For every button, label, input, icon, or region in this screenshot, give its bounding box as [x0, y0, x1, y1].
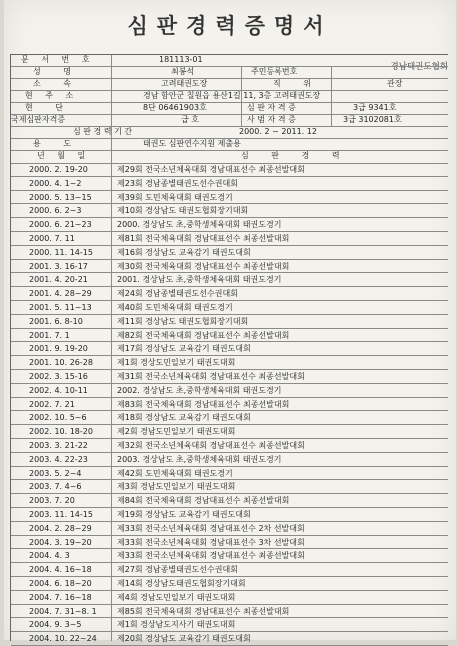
career-date: 2001. 4. 20-21 — [29, 275, 88, 285]
career-date: 2004. 9. 3~5 — [29, 620, 82, 630]
career-description: 제85회 전국체육대회 경남대표선수 최종선발대회 — [117, 606, 290, 616]
career-description: 제31회 전국소년체육대회 경남대표선수 최종선발대회 — [117, 372, 305, 381]
use-label: 용 도 — [33, 139, 81, 148]
career-row — [11, 577, 448, 591]
career-date: 2002. 10. 5~6 — [29, 413, 87, 423]
career-row — [11, 232, 448, 246]
career-row — [11, 480, 448, 494]
career-date: 2004. 10. 22~24 — [29, 634, 97, 644]
row-intl — [11, 115, 448, 127]
period-label: 심 판 경 력 기 간 — [73, 127, 133, 136]
career-row — [11, 411, 448, 425]
career-date: 2003. 3. 21-22 — [29, 441, 88, 450]
career-date: 2004. 4. 3 — [29, 551, 70, 561]
intl-suffix: 급 호 — [181, 115, 199, 124]
row-affiliation — [11, 79, 448, 91]
career-date: 2004. 7. 16~18 — [29, 592, 92, 602]
career-description: 제82회 전국체육대회 경남대표선수 최종선발대회 — [117, 330, 290, 340]
career-date: 2001. 3. 16-17 — [29, 261, 88, 271]
affiliation-label: 소 속 — [33, 79, 81, 88]
career-date: 2000. 7. 11 — [29, 234, 75, 243]
career-date: 2000. 6. 2~3 — [29, 206, 82, 216]
career-date: 2001. 4. 28~29 — [29, 289, 92, 299]
career-row — [11, 329, 448, 343]
row-address — [11, 91, 448, 103]
career-date: 2003. 7. 4~6 — [29, 482, 82, 492]
career-row — [11, 591, 448, 605]
career-date: 2000. 6. 21~23 — [29, 220, 92, 230]
row-period — [11, 127, 448, 139]
career-description: 2002. 경상남도 초,중학생체육대회 태권도경기 — [117, 385, 282, 395]
career-row — [11, 425, 448, 439]
career-row — [11, 632, 448, 646]
career-description: 제83회 전국체육대회 경남대표선수 최종선발대회 — [117, 399, 290, 409]
career-description: 제2회 경남도민일보기 태권도대회 — [117, 427, 236, 437]
career-row — [11, 356, 448, 370]
career-row — [11, 618, 448, 632]
career-row — [11, 494, 448, 508]
column-divider — [331, 67, 332, 127]
career-header: 심 판 경 력 — [241, 151, 350, 160]
career-description: 제40회 도민체육대회 태권도경기 — [117, 303, 233, 312]
career-description: 제20회 경상남도 교육감기 태권도대회 — [117, 634, 251, 644]
career-description: 제17회 경상남도 교육감기 태권도대회 — [117, 344, 251, 354]
row-doc-no — [11, 55, 448, 67]
career-date: 2000. 11. 14-15 — [29, 247, 93, 257]
career-row — [11, 177, 448, 191]
career-description: 제1회 경상남도지사기 태권도대회 — [117, 620, 236, 630]
career-row — [11, 453, 448, 467]
career-date: 2000. 4. 1~2 — [29, 178, 82, 188]
career-row — [11, 301, 448, 315]
dan-value: 8단 06461903호 — [143, 103, 207, 112]
address-value: 경남 함안군 칠원읍 용산1길 11, 3층 고려태권도장 — [143, 91, 321, 100]
career-row — [11, 204, 448, 218]
master-label: 사 범 자 격 증 — [247, 115, 296, 124]
career-row — [11, 522, 448, 536]
position-label: 직 위 — [273, 79, 321, 88]
career-row — [11, 342, 448, 356]
period-value: 2000. 2 ~ 2011. 12 — [239, 127, 317, 136]
career-date: 2002. 4. 10-11 — [29, 385, 88, 395]
master-value: 3급 3102081호 — [343, 115, 402, 124]
column-divider — [241, 67, 242, 127]
career-description: 제30회 전국체육대회 경남대표선수 최종선발대회 — [117, 261, 290, 271]
career-date: 2001. 9. 19-20 — [29, 344, 88, 354]
certificate-page — [4, 0, 456, 644]
career-description: 제4회 경남도민일보기 태권도대회 — [117, 592, 236, 602]
career-row — [11, 536, 448, 550]
position-value: 관장 — [387, 79, 403, 88]
career-description: 제11회 경상남도 태권도협회장기대회 — [117, 316, 249, 326]
career-date: 2003. 5. 2~4 — [29, 468, 82, 478]
career-row — [11, 191, 448, 205]
career-description: 제16회 경상남도 교육감기 태권도대회 — [117, 247, 251, 257]
name-label: 성 명 — [33, 67, 81, 76]
career-row — [11, 439, 448, 453]
career-description: 제27회 경남종별태권도선수권대회 — [117, 565, 238, 575]
doc-no-label: 문 서 번 호 — [21, 55, 95, 64]
career-row — [11, 218, 448, 232]
intl-label: 국제심판자격증 — [11, 115, 66, 124]
career-date: 2004. 6. 18~20 — [29, 579, 92, 588]
career-row — [11, 273, 448, 287]
row-dan — [11, 103, 448, 115]
name-value: 최봉석 — [171, 67, 195, 76]
rrn-label: 주민등록번호 — [251, 67, 298, 76]
address-label: 현 주 소 — [25, 91, 79, 100]
career-row — [11, 384, 448, 398]
row-use — [11, 139, 448, 151]
career-row — [11, 315, 448, 329]
affiliation-value: 고려태권도장 — [161, 79, 208, 88]
career-description: 제39회 도민체육대회 태권도경기 — [117, 192, 233, 202]
career-description: 제24회 경남종별태권도선수권대회 — [117, 289, 238, 299]
ref-grade-value: 3급 9341호 — [353, 103, 397, 112]
career-row — [11, 398, 448, 412]
career-date: 2003. 11. 14-15 — [29, 510, 93, 519]
career-description: 제3회 경남도민일보기 태권도대회 — [117, 482, 236, 492]
career-row — [11, 260, 448, 274]
career-date: 2002. 3. 15-16 — [29, 372, 88, 381]
career-date: 2001. 7. 1 — [29, 330, 70, 340]
career-description: 제19회 경상남도 교육감기 태권도대회 — [117, 510, 251, 519]
career-description: 제29회 전국소년체육대회 경남대표선수 최종선발대회 — [117, 165, 305, 174]
career-description: 제33회 전국소년체육대회 경남대표선수 3차 선발대회 — [117, 537, 305, 547]
career-description: 제23회 경남종별태권도선수권대회 — [117, 178, 238, 188]
career-row — [11, 549, 448, 563]
career-row — [11, 605, 448, 619]
career-description: 제10회 경상남도 태권도협회장기대회 — [117, 206, 249, 216]
career-description: 제84회 전국체육대회 경남대표선수 최종선발대회 — [117, 496, 290, 506]
career-description: 제33회 전국소년체육대회 경남대표선수 2차 선발대회 — [117, 523, 305, 533]
career-date: 2002. 10. 18-20 — [29, 427, 93, 437]
career-description: 제1회 경상도민일보기 태권도대회 — [117, 358, 236, 368]
use-value: 태권도 심판연수지원 제출용 — [143, 139, 241, 148]
date-header: 년 월 일 — [37, 151, 91, 160]
career-description: 2001. 경상남도 초,중학생체육대회 태권도경기 — [117, 275, 282, 285]
column-divider — [111, 55, 112, 641]
career-date: 2002. 7. 21 — [29, 399, 75, 409]
career-date: 2004. 3. 19~20 — [29, 537, 92, 547]
career-row — [11, 163, 448, 177]
career-row — [11, 563, 448, 577]
career-description: 제33회 전국소년체육대회 경남대표선수 최종선발대회 — [117, 551, 305, 561]
career-date: 2000. 2. 19-20 — [29, 165, 88, 174]
career-row — [11, 467, 448, 481]
career-date: 2003. 7. 20 — [29, 496, 75, 506]
career-row — [11, 370, 448, 384]
career-description: 제42회 도민체육대회 태권도경기 — [117, 468, 233, 478]
career-date: 2001. 6. 8-10 — [29, 316, 83, 326]
career-date: 2004. 7. 31~8. 1 — [29, 606, 97, 616]
career-description: 제81회 전국체육대회 경남대표선수 최종선발대회 — [117, 234, 290, 243]
doc-no-value: 181113-01 — [159, 55, 203, 64]
document-title: 심판경력증명서 — [127, 14, 333, 38]
career-description: 제14회 경상남도태권도협회장기대회 — [117, 579, 246, 588]
row-name — [11, 67, 448, 79]
organization-name: 경남태권도협회 — [390, 62, 448, 72]
career-date: 2004. 4. 16~18 — [29, 565, 92, 575]
ref-grade-label: 심 판 자 격 증 — [247, 103, 296, 112]
career-date: 2003. 4. 22-23 — [29, 454, 88, 464]
career-description: 제18회 경상남도 교육감기 태권도대회 — [117, 413, 251, 423]
career-date: 2004. 2. 28~29 — [29, 523, 92, 533]
career-date: 2001. 10. 26-28 — [29, 358, 93, 368]
career-description: 2003. 경상남도 초,중학생체육대회 태권도경기 — [117, 454, 282, 464]
career-date: 2001. 5. 11~13 — [29, 303, 92, 312]
career-row — [11, 246, 448, 260]
career-description: 2000. 경상남도 초,중학생체육대회 태권도경기 — [117, 220, 282, 230]
career-date: 2000. 5. 13~15 — [29, 192, 92, 202]
career-description: 제32회 전국소년체육대회 경남대표선수 최종선발대회 — [117, 441, 305, 450]
certificate-table — [10, 54, 448, 644]
dan-label: 현 단 — [25, 103, 73, 112]
career-row — [11, 287, 448, 301]
career-row — [11, 508, 448, 522]
